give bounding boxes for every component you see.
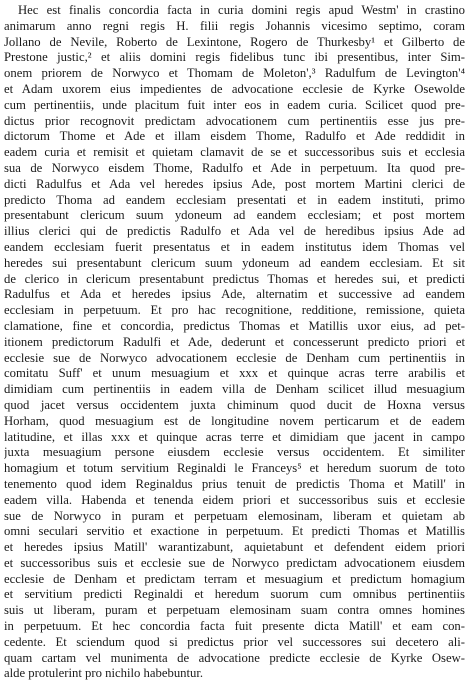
text-line: presentabunt clericum suum ydoneum ad eandem ecclesiam; et post mortem (4, 208, 465, 223)
text-line: animarum anno regni regis H. filii regis Johannis vicesimo septimo, coram (4, 18, 465, 33)
text-line: onem priorem de Norwyco et Thomam de Moleton',³ Radulfum de Levington'⁴ (4, 66, 465, 81)
text-line: et Adam uxorem eius impedientes de advocatione ecclesie de Kyrke Osewolde (4, 81, 465, 96)
text-line: homagium et totum servitium Reginaldi le Franceys⁵ et heredum suorum de toto (4, 461, 465, 476)
text-line: et successoribus suis et ecclesie sue de Norwyco predictam advocationem eiusdem (4, 555, 465, 570)
text-line: itionem predictorum Radulfi et Ade, dederunt et concesserunt predicto priori et (4, 334, 465, 349)
text-line: dimidiam cum pertinentiis in eadem villa de Denham scilicet illud mesuagium (4, 382, 465, 397)
text-line: tenemento quod idem Reginaldus prius tenuit de predictis Thoma et Matill' in (4, 476, 465, 491)
text-line: clamatione, fine et concordia, predictus Thomas et Matillis uxor eius, ad pet- (4, 318, 465, 333)
text-line: comitatu Suff' et unum mesuagium et xxx et quinque acras terre arabilis et (4, 366, 465, 381)
text-line: Jollano de Nevile, Roberto de Lexintone, Rogero de Thurkesby¹ et Gilberto de (4, 34, 465, 49)
text-line: latitudine, et illas xxx et quinque acras terre et dimidiam que jacent in campo (4, 429, 465, 444)
text-line: illius clerici qui de predictis Radulfo et Ada vel de heredibus ipsius Ade ad (4, 224, 465, 239)
text-line: Prestone justic,² et aliis domini regis fidelibus tunc ibi presentibus, inter Sim- (4, 50, 465, 65)
text-line: dictorum Thome et Ade et illam eisdem Thome, Radulfo et Ade reddidit in (4, 129, 465, 144)
text-line: alde protulerint pro nichilo habebuntur. (4, 666, 204, 681)
text-line: quod jacet versus occidentem juxta chiminum quod ducit de Hoxna versus (4, 397, 465, 412)
text-line: heredes sui presentabunt clericum suum ydoneum ad eandem ecclesiam. Et sit (4, 255, 465, 270)
text-line: ecclesie de Denham et predictam terram et mesuagium et predictum homagium (4, 571, 465, 586)
text-line: ecclesie sue de Norwyco advocationem ecclesie de Denham cum pertinentiis in (4, 350, 465, 365)
text-line: quam cartam vel munimenta de advocatione predicte ecclesie de Kyrke Osew- (4, 650, 465, 665)
text-line: et servitium predicti Reginaldi et heredum suorum cum omnibus pertinentiis (4, 587, 465, 602)
text-line: ecclesiam in perpetuum. Et pro hac recognitione, redditione, remissione, quieta (4, 303, 465, 318)
text-line: in perpetuum. Et hec concordia facta fuit presente dicta Matill' et eam con- (4, 619, 465, 634)
text-line: predicto Thoma ad eandem ecclesiam presentati et in eadem instituti, primo (4, 192, 465, 207)
document-body (4, 3, 465, 682)
text-line: Hec est finalis concordia facta in curia domini regis apud Westm' in crastino (18, 3, 465, 17)
text-line: dicti Radulfus et Ada vel heredes ipsius Ade, post mortem Martini clerici de (4, 176, 465, 191)
text-line: suis ut liberam, puram et perpetuam elemosinam suam contra omnes homines (4, 603, 465, 618)
text-line: eandem ecclesiam fuerit presentatus et in eadem institutus idem Thomas vel (4, 239, 465, 254)
text-line: cedente. Et sciendum quod si predictus prior vel successores sui decetero ali- (4, 634, 465, 649)
text-line: omni seculari servitio et exactione in perpetuum. Et predicti Thomas et Matillis (4, 524, 465, 539)
text-line: eadem curia et remisit et quietam clamavit de se et successoribus suis et ecclesia (4, 145, 465, 160)
text-line: eadem villa. Habenda et tenenda eidem priori et successoribus suis et ecclesie (4, 492, 465, 507)
text-line: sua de Norwyco eisdem Thome, Radulfo et Ade in perpetuum. Ita quod pre- (4, 160, 465, 175)
text-line: juxta mesuagium persone eiusdem ecclesie versus occidentem. Et similiter (4, 445, 465, 460)
text-line: cum pertinentiis, unde placitum fuit inter eos in eadem curia. Scilicet quod pre- (4, 97, 465, 112)
text-line: Horham, quod mesuagium est de longitudine novem perticarum et de eadem (4, 413, 465, 428)
text-line: et heredes ipsius Matill' warantizabunt, aquietabunt et defendent eidem priori (4, 540, 465, 555)
text-line: de clerico in clericum presentabunt predictus Thomas et heredes sui, et predicti (4, 271, 465, 286)
text-line: dictus prior recognovit predictam advocationem cum pertinentiis esse jus pre- (4, 113, 465, 128)
text-line: Radulfus et Ada et heredes ipsius Ade, alternatim et successive ad eandem (4, 287, 465, 302)
text-line: sue de Norwyco in puram et perpetuam elemosinam, liberam et quietam ab (4, 508, 465, 523)
